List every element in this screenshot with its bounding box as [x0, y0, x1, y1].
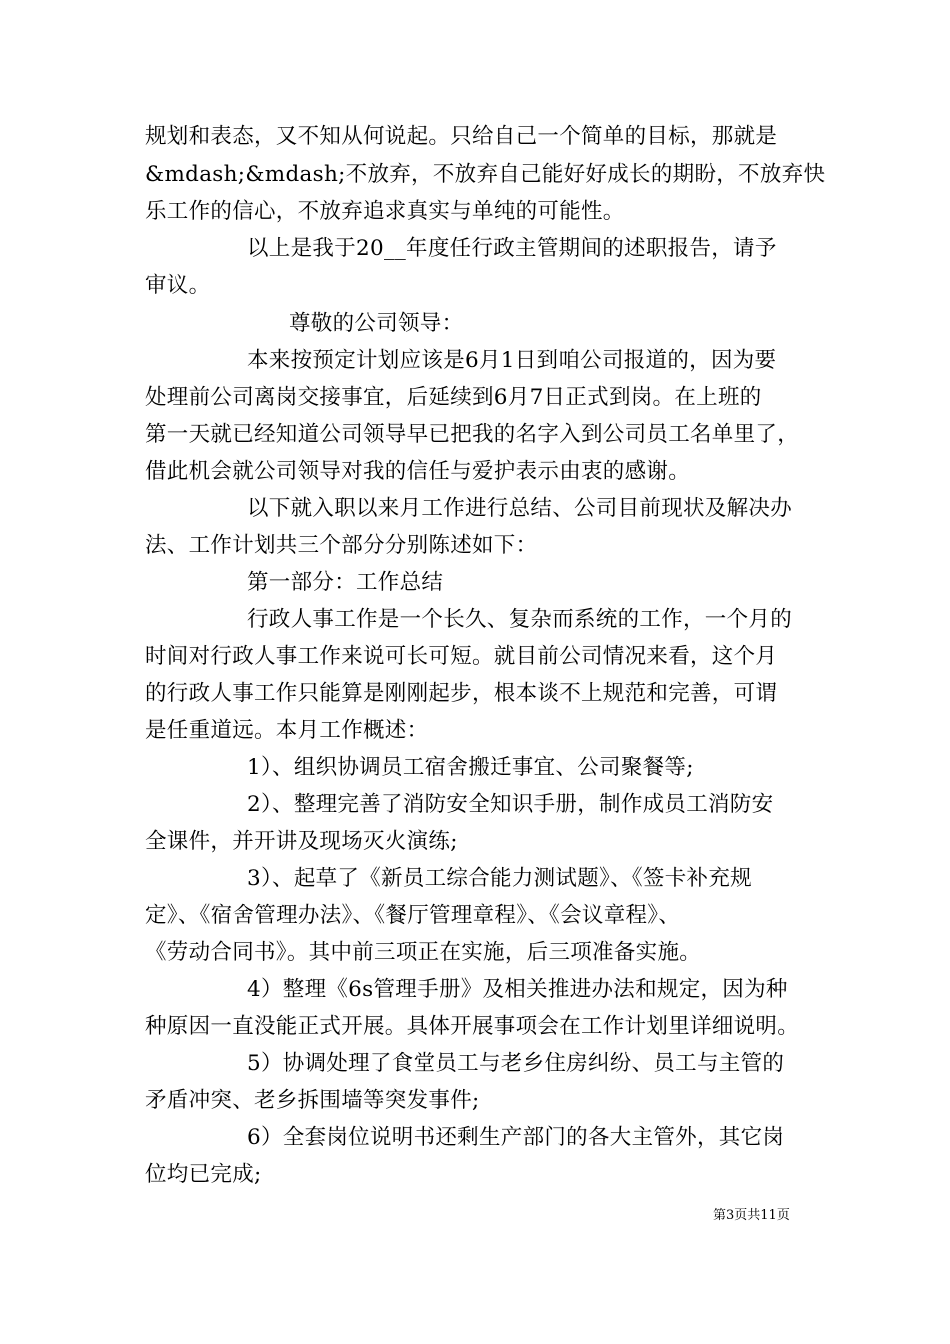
- list-item: 4）整理《6s管理手册》及相关推进办法和规定，因为种: [247, 977, 788, 1002]
- text-line: 《劳动合同书》。其中前三项正在实施，后三项准备实施。: [145, 940, 702, 965]
- text-line: 行政人事工作是一个长久、复杂而系统的工作，一个月的: [247, 607, 793, 632]
- text-line: 以上是我于20__年度任行政主管期间的述职报告，请予: [247, 236, 777, 261]
- list-item: 1）、组织协调员工宿舍搬迁事宜、公司聚餐等;: [247, 755, 694, 780]
- text-line: 矛盾冲突、老乡拆围墙等突发事件;: [145, 1088, 480, 1113]
- text-line: 借此机会就公司领导对我的信任与爱护表示由衷的感谢。: [145, 459, 691, 484]
- list-item: 2）、整理完善了消防安全知识手册，制作成员工消防安: [247, 792, 774, 817]
- section-heading: 第一部分：工作总结: [247, 570, 444, 595]
- text-line: 以下就入职以来月工作进行总结、公司目前现状及解决办: [247, 496, 793, 521]
- text-line: 第一天就已经知道公司领导早已把我的名字入到公司员工名单里了，: [145, 422, 800, 447]
- list-item: 6）全套岗位说明书还剩生产部门的各大主管外，其它岗: [247, 1125, 785, 1150]
- salutation: 尊敬的公司领导：: [289, 311, 464, 336]
- text-line: 时间对行政人事工作来说可长可短。就目前公司情况来看，这个月: [145, 644, 778, 669]
- text-line: 定》、《宿舍管理办法》、《餐厅管理章程》、《会议章程》、: [145, 903, 681, 928]
- list-item: 5）协调处理了食堂员工与老乡住房纠纷、员工与主管的: [247, 1051, 785, 1076]
- text-line: 处理前公司离岗交接事宜，后延续到6月7日正式到岗。在上班的: [145, 385, 762, 410]
- text-line: 规划和表态，又不知从何说起。只给自己一个简单的目标，那就是: [145, 124, 778, 149]
- text-line: 审议。: [145, 273, 211, 298]
- list-item: 3）、起草了《新员工综合能力测试题》、《签卡补充规: [247, 866, 752, 891]
- text-line: 的行政人事工作只能算是刚刚起步，根本谈不上规范和完善，可谓: [145, 681, 778, 706]
- page-number-footer: 第3页共11页: [713, 1208, 790, 1223]
- text-line: 法、工作计划共三个部分分别陈述如下：: [145, 533, 538, 558]
- text-line: 是任重道远。本月工作概述：: [145, 718, 429, 743]
- text-line: 全课件，并开讲及现场灭火演练;: [145, 829, 458, 854]
- text-line: 乐工作的信心，不放弃追求真实与单纯的可能性。: [145, 199, 625, 224]
- text-line: 本来按预定计划应该是6月1日到咱公司报道的，因为要: [247, 348, 777, 373]
- text-line: 种原因一直没能正式开展。具体开展事项会在工作计划里详细说明。: [145, 1014, 800, 1039]
- text-line: 位均已完成;: [145, 1162, 262, 1187]
- text-line: &mdash;&mdash;不放弃，不放弃自己能好好成长的期盼，不放弃快: [145, 162, 826, 187]
